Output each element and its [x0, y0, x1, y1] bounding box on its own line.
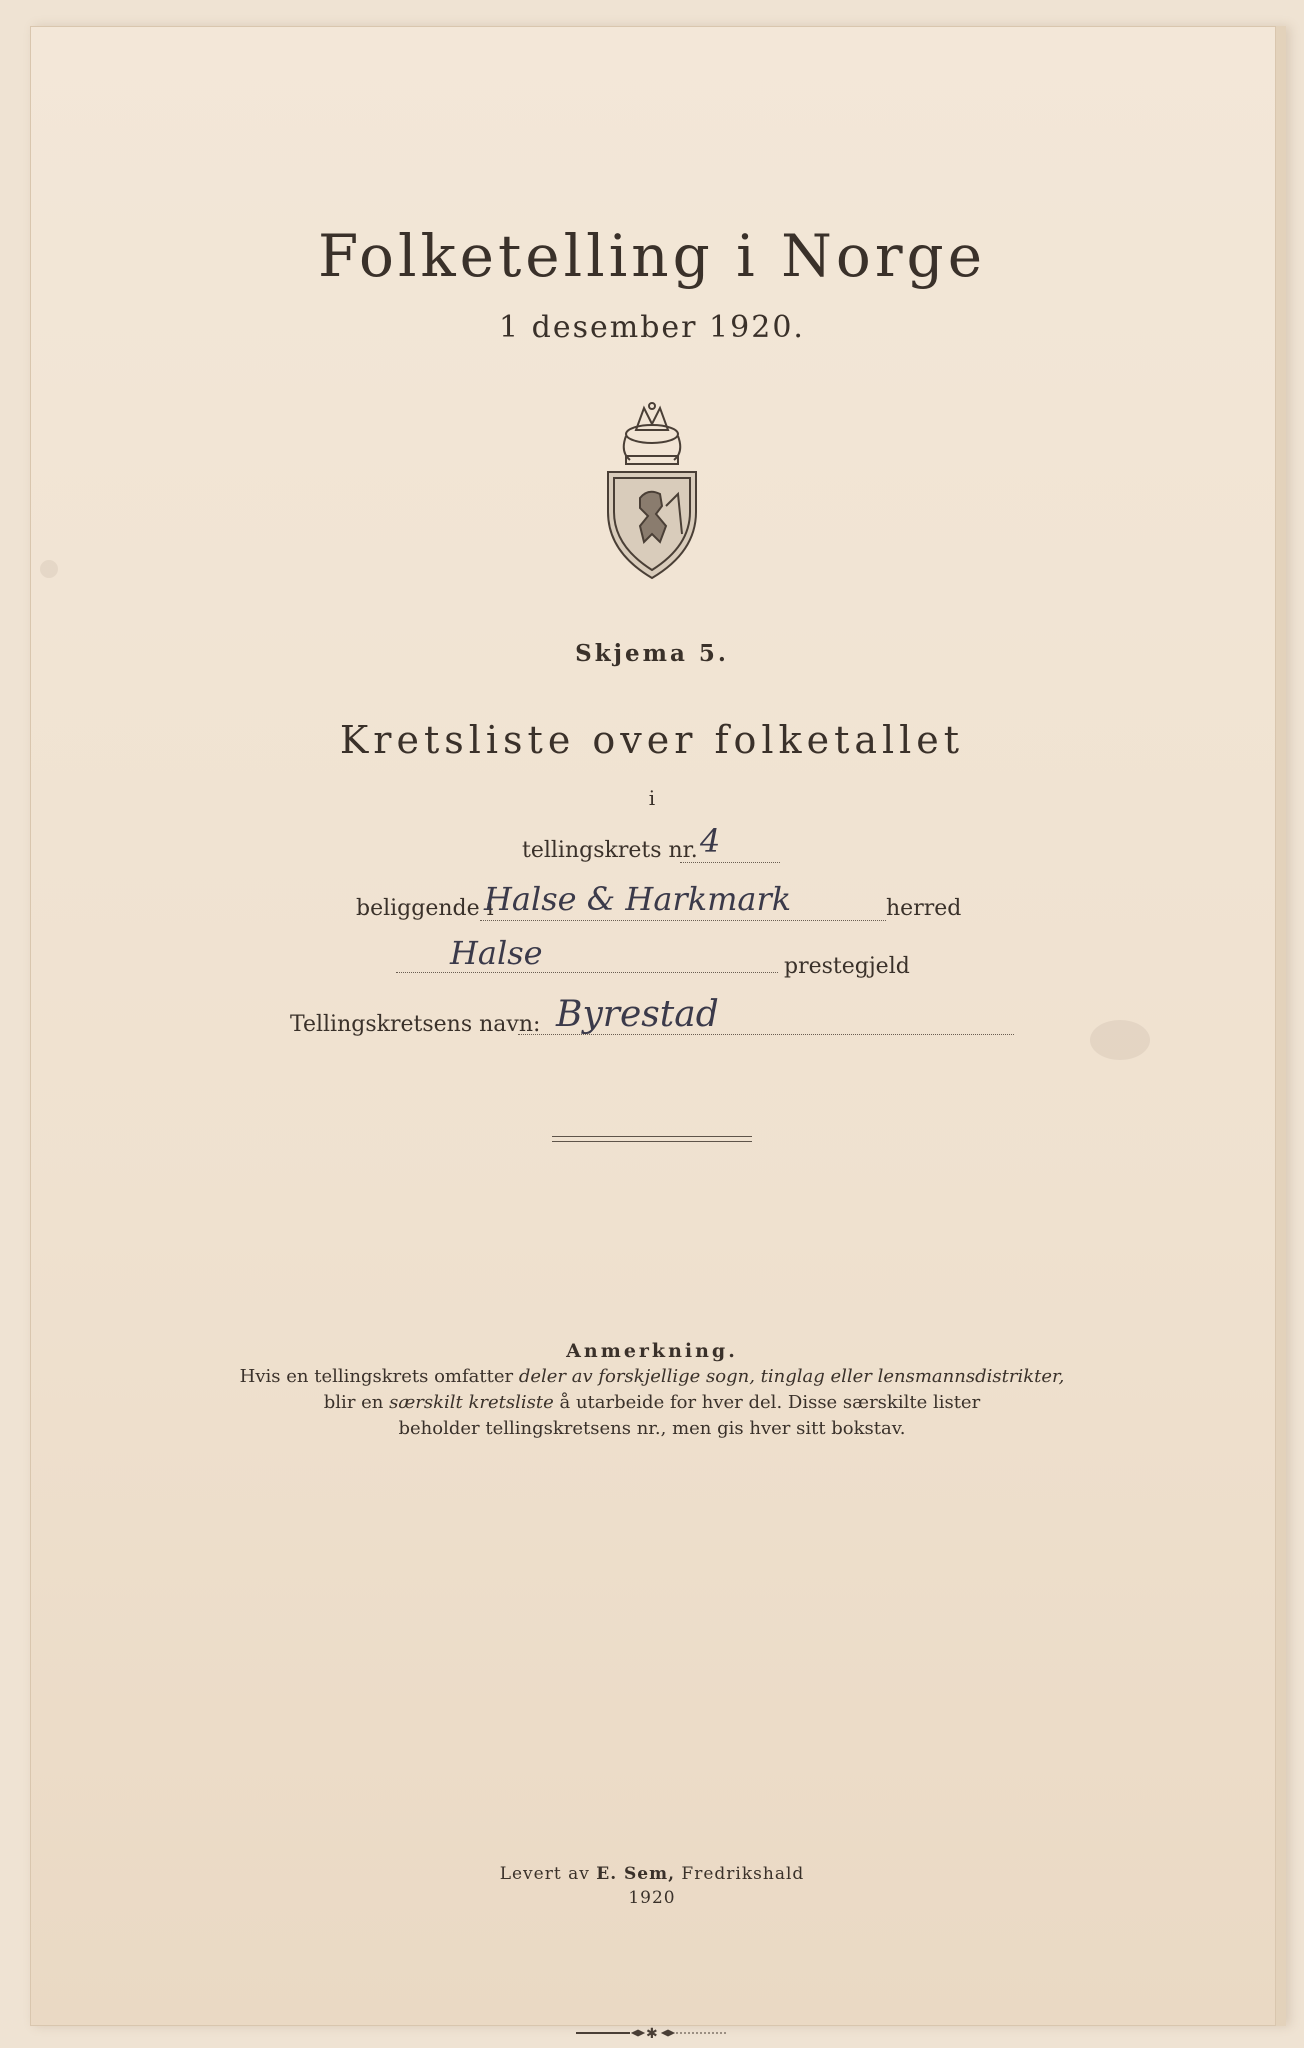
- prestegjeld-line: [396, 972, 778, 973]
- remark-heading: Anmerkning.: [566, 1340, 738, 1362]
- printer-credit: Levert av E. Sem, Fredrikshald: [499, 1864, 805, 1884]
- navn-label: Tellingskretsens navn:: [290, 1012, 541, 1037]
- district-name-handwritten: Byrestad: [556, 994, 719, 1035]
- census-date: 1 desember 1920.: [499, 310, 805, 345]
- municipality-handwritten: Halse & Harkmark: [484, 880, 792, 918]
- remark-line-2: blir en særskilt kretsliste å utarbeide for hver del. Disse særskilte lister: [323, 1392, 981, 1413]
- krets-number-handwritten: 4: [700, 822, 721, 860]
- parish-handwritten: Halse: [450, 934, 543, 972]
- beliggende-label: beliggende i: [356, 896, 494, 921]
- krets-label: tellingskrets nr.: [522, 838, 698, 863]
- prestegjeld-label: prestegjeld: [784, 954, 910, 979]
- printer-year: 1920: [628, 1888, 676, 1908]
- preposition: i: [648, 786, 656, 810]
- krets-line: [680, 862, 780, 863]
- list-title: Kretsliste over folketallet: [339, 718, 965, 762]
- ornament-divider: [574, 2026, 728, 2040]
- section-divider: [552, 1136, 752, 1142]
- paper-stain: [1090, 1020, 1150, 1060]
- svg-text:✱: ✱: [646, 2026, 658, 2040]
- remark-line-1: Hvis en tellingskrets omfatter deler av forskjellige sogn, tinglag eller lensmannsdistrikter,: [239, 1366, 1065, 1387]
- remark-line-3: beholder tellingskretsens nr., men gis hver sitt bokstav.: [398, 1418, 906, 1439]
- schema-number: Skjema 5.: [575, 640, 729, 667]
- norwegian-coat-of-arms-icon: [600, 402, 704, 580]
- paper-stain: [40, 560, 58, 578]
- beliggende-line: [480, 920, 886, 921]
- document-title: Folketelling i Norge: [317, 222, 987, 290]
- herred-label: herred: [886, 896, 962, 921]
